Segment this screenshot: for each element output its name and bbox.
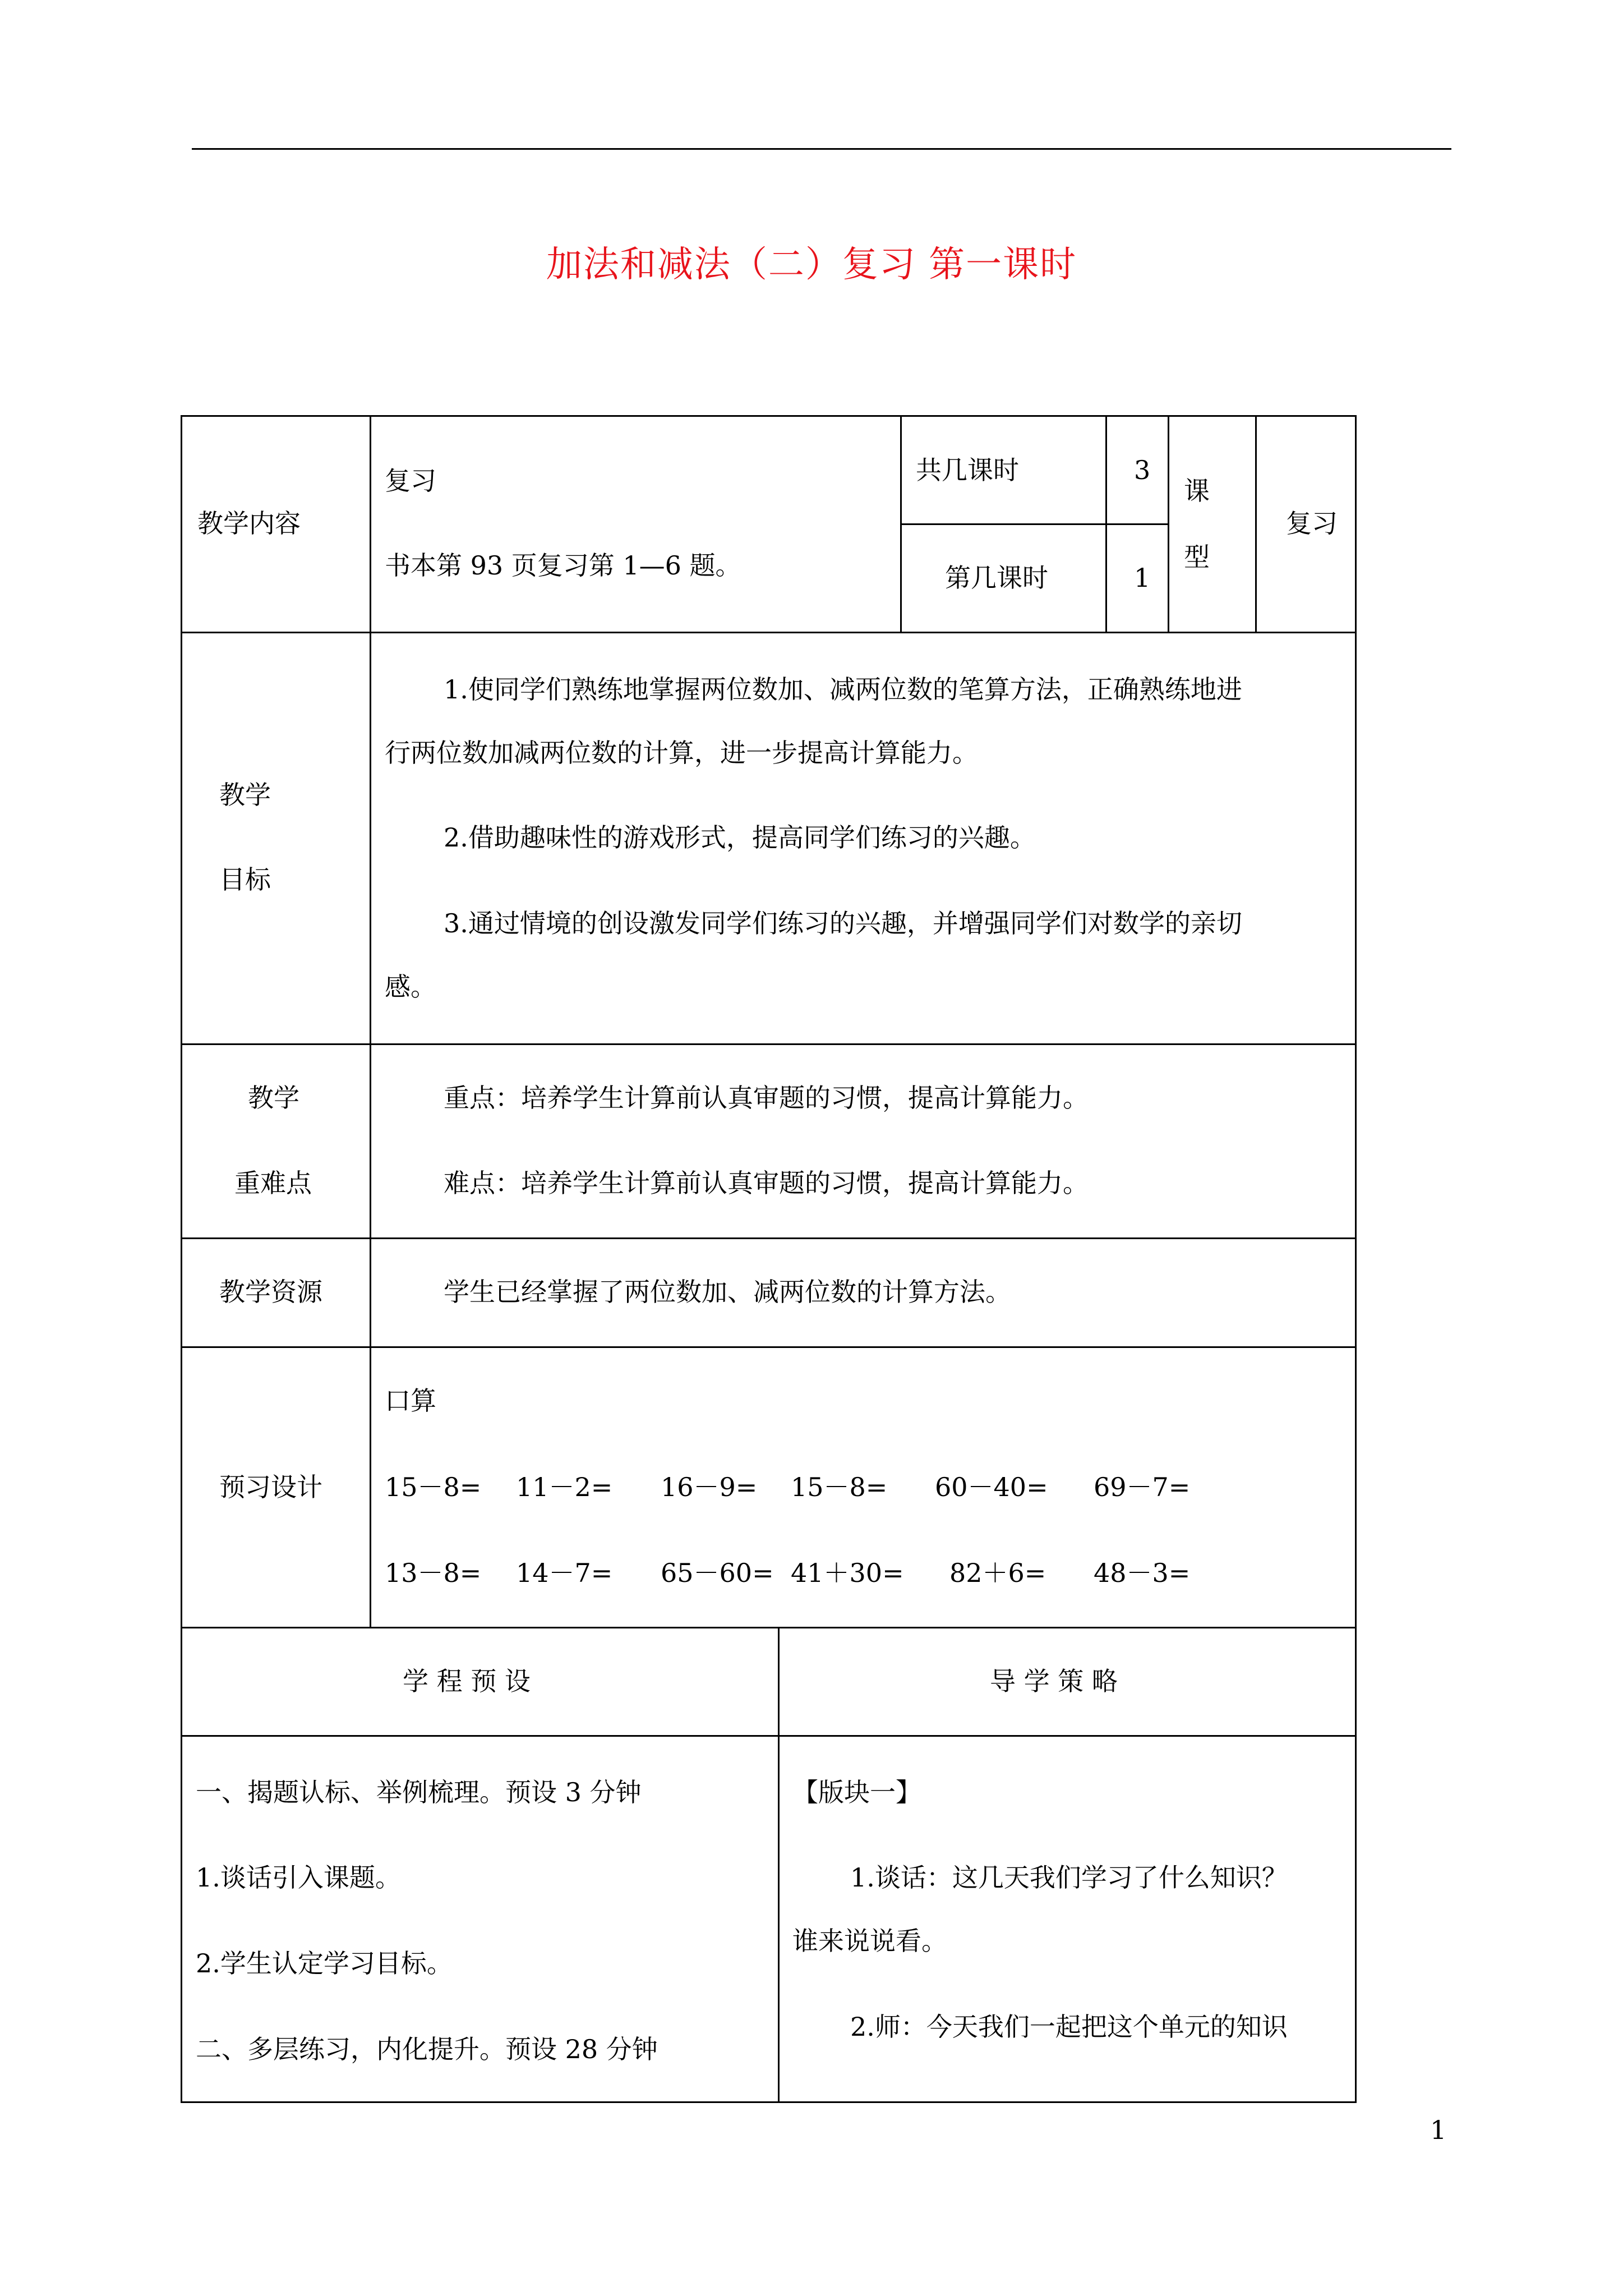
table-divider	[181, 1043, 1357, 1045]
process-block-title: 【版块一】	[792, 1777, 921, 1807]
key-point-focus: 重点：培养学生计算前认真审题的习惯，提高计算能力。	[444, 1083, 1089, 1113]
table-divider	[900, 523, 1169, 525]
table-divider	[181, 1627, 1357, 1628]
preview-exercise: 48－3=	[1094, 1558, 1191, 1588]
content-line-2: 书本第 93 页复习第 1—6 题。	[385, 550, 741, 581]
preview-exercise: 60－40=	[935, 1472, 1048, 1502]
objective-1-line-1: 1.使同学们熟练地掌握两位数加、减两位数的笔算方法，正确熟练地进	[444, 674, 1242, 705]
process-right-line: 1.谈话：这几天我们学习了什么知识？	[850, 1862, 1288, 1893]
objective-3-line-1: 3.通过情境的创设激发同学们练习的兴趣，并增强同学们对数学的亲切	[444, 908, 1242, 938]
content-line-1: 复习	[385, 466, 436, 496]
resources-label: 教学资源	[219, 1277, 322, 1307]
table-divider	[1168, 415, 1169, 633]
preview-label: 预习设计	[219, 1472, 322, 1502]
process-left-line: 1.谈话引入课题。	[196, 1862, 401, 1893]
lesson-type-value: 复习	[1286, 508, 1338, 539]
lesson-type-label-2: 型	[1184, 542, 1210, 572]
preview-exercise: 13－8=	[385, 1558, 482, 1588]
preview-exercise: 65－60=	[661, 1558, 774, 1588]
resources-text: 学生已经掌握了两位数加、减两位数的计算方法。	[444, 1277, 1011, 1307]
process-right-line: 谁来说说看。	[792, 1926, 947, 1956]
process-right-header: 导 学 策 略	[990, 1666, 1118, 1696]
period-value: 1	[1134, 563, 1151, 593]
total-periods-value: 3	[1134, 455, 1151, 485]
preview-exercise: 15－8=	[385, 1472, 482, 1502]
table-divider	[181, 1237, 1357, 1239]
preview-exercise: 69－7=	[1094, 1472, 1191, 1502]
table-divider	[181, 1735, 1357, 1737]
content-label: 教学内容	[197, 508, 301, 539]
process-left-line: 二、多层练习，内化提升。预设 28 分钟	[196, 2034, 658, 2064]
table-divider	[370, 415, 371, 1628]
key-points-label-2: 重难点	[234, 1168, 312, 1198]
header-rule	[192, 148, 1451, 150]
total-periods-label: 共几课时	[916, 455, 1019, 485]
preview-exercise: 41＋30=	[791, 1558, 904, 1588]
table-divider	[900, 415, 902, 633]
preview-heading: 口算	[385, 1386, 436, 1416]
table-border-right	[1355, 415, 1357, 2103]
table-border-left	[181, 415, 182, 2103]
table-divider	[778, 1627, 780, 2103]
key-point-difficulty: 难点：培养学生计算前认真审题的习惯，提高计算能力。	[444, 1168, 1089, 1198]
key-points-label-1: 教学	[248, 1083, 299, 1113]
process-right-line: 2.师：今天我们一起把这个单元的知识	[850, 2012, 1288, 2042]
objective-3-line-2: 感。	[385, 972, 436, 1002]
preview-exercise: 82＋6=	[949, 1558, 1046, 1588]
process-left-line: 2.学生认定学习目标。	[196, 1948, 453, 1978]
objective-1-line-2: 行两位数加减两位数的计算，进一步提高计算能力。	[385, 738, 978, 768]
objectives-label-2: 目标	[219, 864, 271, 895]
table-divider	[1255, 415, 1257, 633]
table-divider	[181, 1346, 1357, 1348]
objectives-label-1: 教学	[219, 780, 271, 810]
preview-exercise: 16－9=	[661, 1472, 758, 1502]
preview-exercise: 11－2=	[516, 1472, 613, 1502]
table-border-top	[181, 415, 1357, 417]
table-border-bottom	[181, 2101, 1357, 2103]
objective-2: 2.借助趣味性的游戏形式，提高同学们练习的兴趣。	[444, 822, 1036, 853]
process-left-header: 学 程 预 设	[403, 1666, 531, 1696]
process-left-line: 一、揭题认标、举例梳理。预设 3 分钟	[196, 1777, 642, 1807]
preview-exercise: 14－7=	[516, 1558, 613, 1588]
table-divider	[181, 632, 1357, 633]
preview-exercise: 15－8=	[791, 1472, 888, 1502]
lesson-type-label-1: 课	[1184, 476, 1210, 506]
page-title: 加法和减法（二）复习 第一课时	[546, 244, 1077, 286]
page-number: 1	[1430, 2115, 1447, 2145]
period-label: 第几课时	[945, 563, 1048, 593]
table-divider	[1105, 415, 1107, 633]
